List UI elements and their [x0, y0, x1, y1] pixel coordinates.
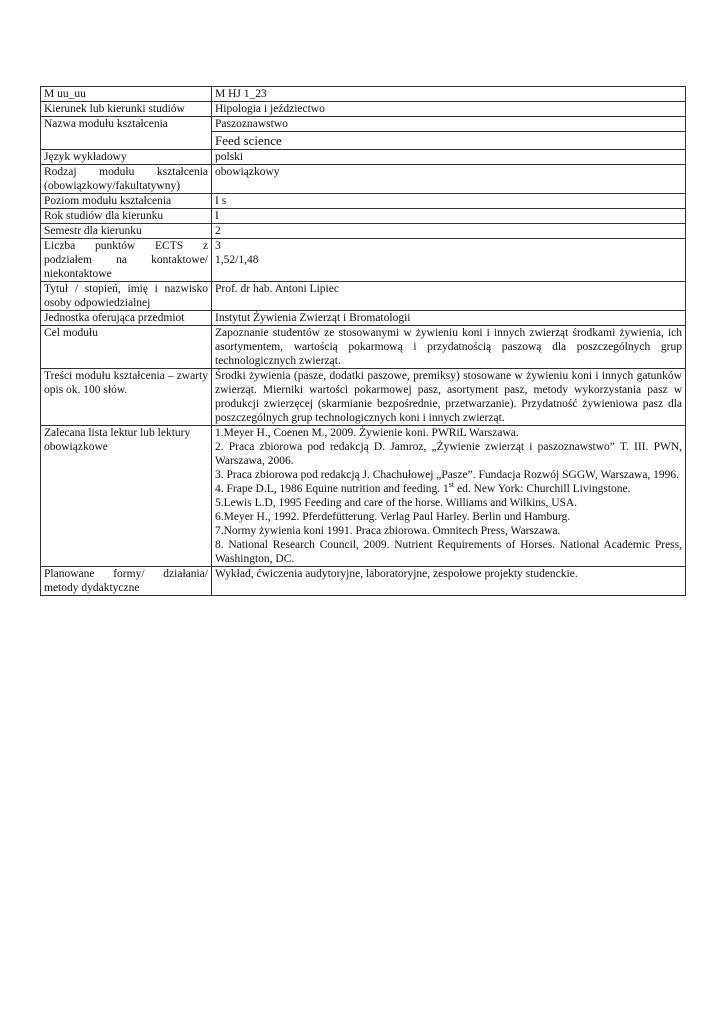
value-cell: Prof. dr hab. Antoni Lipiec: [212, 282, 686, 311]
table-row: [41, 194, 686, 209]
literature-text: ed. New York: Churchill Livingstone.: [454, 483, 631, 495]
value-cell-english: Feed science: [212, 132, 686, 150]
value-cell: Wykład, ćwiczenia audytoryjne, laboratoryjne, zespołowe projekty studenckie.: [212, 567, 686, 596]
literature-item: 3. Praca zbiorowa pod redakcją J. Chachułowej „Pasze”. Fundacja Rozwój SGGW, Warszawa, 1996.: [215, 469, 680, 481]
literature-superscript: st: [448, 480, 455, 490]
value-cell: M HJ 1_23: [212, 87, 686, 102]
table-row: [41, 239, 686, 282]
label-cell: M uu_uu: [41, 87, 212, 102]
label-cell: Jednostka oferująca przedmiot: [41, 311, 212, 326]
table-row: [41, 567, 686, 596]
label-cell: Nazwa modułu kształcenia: [41, 117, 212, 150]
table-row: [41, 326, 686, 369]
literature-item: [215, 482, 682, 496]
label-cell: Zalecana lista lektur lub lektury obowiązkowe: [41, 426, 212, 567]
document-page: [40, 86, 686, 596]
table-row: [41, 426, 686, 567]
value-cell: I s: [212, 194, 686, 209]
table-row: [41, 117, 686, 132]
literature-item: 8. National Research Council, 2009. Nutrient Requirements of Horses. National Academic Press, Washington, DC.: [215, 539, 682, 565]
value-cell: Instytut Żywienia Zwierząt i Bromatologii: [212, 311, 686, 326]
label-cell: Liczba punktów ECTS z podziałem na kontaktowe/ niekontaktowe: [41, 239, 212, 282]
label-cell: Cel modułu: [41, 326, 212, 369]
literature-item: 6.Meyer H., 1992. Pferdefütterung. Verlag Paul Harley. Berlin und Hamburg.: [215, 511, 571, 523]
value-cell: Zapoznanie studentów ze stosowanymi w żywieniu koni i innych zwierząt środkami żywienia, ich asortymentem, wartością pokarmową i przydatnością paszową dla poszczególnych grup technologicznych zwierząt.: [212, 326, 686, 369]
label-cell: Rodzaj modułu kształcenia (obowiązkowy/fakultatywny): [41, 165, 212, 194]
label-cell: Treści modułu kształcenia – zwarty opis ok. 100 słów.: [41, 369, 212, 426]
label-cell: Język wykładowy: [41, 150, 212, 165]
value-cell: Paszoznawstwo: [212, 117, 686, 132]
label-cell: Poziom modułu kształcenia: [41, 194, 212, 209]
table-row: [41, 282, 686, 311]
literature-item: 5.Lewis L.D, 1995 Feeding and care of the horse. Williams and Wilkins, USA.: [215, 497, 578, 509]
table-row: [41, 102, 686, 117]
value-cell: Środki żywienia (pasze, dodatki paszowe, premiksy) stosowane w żywieniu koni i innych gatunków zwierząt. Mierniki wartości pokarmowej pasz, asortyment pasz, metody wykorzystania pasz w produkcji zwierzęcej (skarmianie bezpośrednie, przetwarzanie). Przydatność żywieniowa pasz dla poszczególnych grup technologicznych koni i innych zwierząt.: [212, 369, 686, 426]
table-row: [41, 150, 686, 165]
value-cell: obowiązkowy: [212, 165, 686, 194]
value-cell: I: [212, 209, 686, 224]
label-cell: Planowane formy/ działania/ metody dydaktyczne: [41, 567, 212, 596]
table-row: [41, 311, 686, 326]
label-cell: Kierunek lub kierunki studiów: [41, 102, 212, 117]
ects-total: 3: [215, 240, 221, 252]
label-cell: Tytuł / stopień, imię i nazwisko osoby odpowiedzialnej: [41, 282, 212, 311]
ects-split: 1,52/1,48: [215, 254, 259, 266]
table-row: [41, 369, 686, 426]
table-row: [41, 209, 686, 224]
value-cell: polski: [212, 150, 686, 165]
table-row: [41, 165, 686, 194]
label-cell: Rok studiów dla kierunku: [41, 209, 212, 224]
value-cell: [212, 239, 686, 282]
label-cell: Semestr dla kierunku: [41, 224, 212, 239]
literature-text: 4. Frape D.L, 1986 Equine nutrition and feeding. 1: [215, 483, 449, 495]
value-cell: 2: [212, 224, 686, 239]
table-row: [41, 224, 686, 239]
module-table: [40, 86, 686, 596]
literature-item: 7.Normy żywienia koni 1991. Praca zbiorowa. Omnitech Press, Warszawa.: [215, 525, 561, 537]
literature-item: 2. Praca zbiorowa pod redakcją D. Jamroz, „Żywienie zwierząt i paszoznawstwo” T. III. PWN, Warszawa, 2006.: [215, 441, 682, 467]
table-row: [41, 87, 686, 102]
value-cell: [212, 426, 686, 567]
value-cell: Hipologia i jeździectwo: [212, 102, 686, 117]
literature-item: 1.Meyer H., Coenen M., 2009. Żywienie koni. PWRiL Warszawa.: [215, 427, 519, 439]
